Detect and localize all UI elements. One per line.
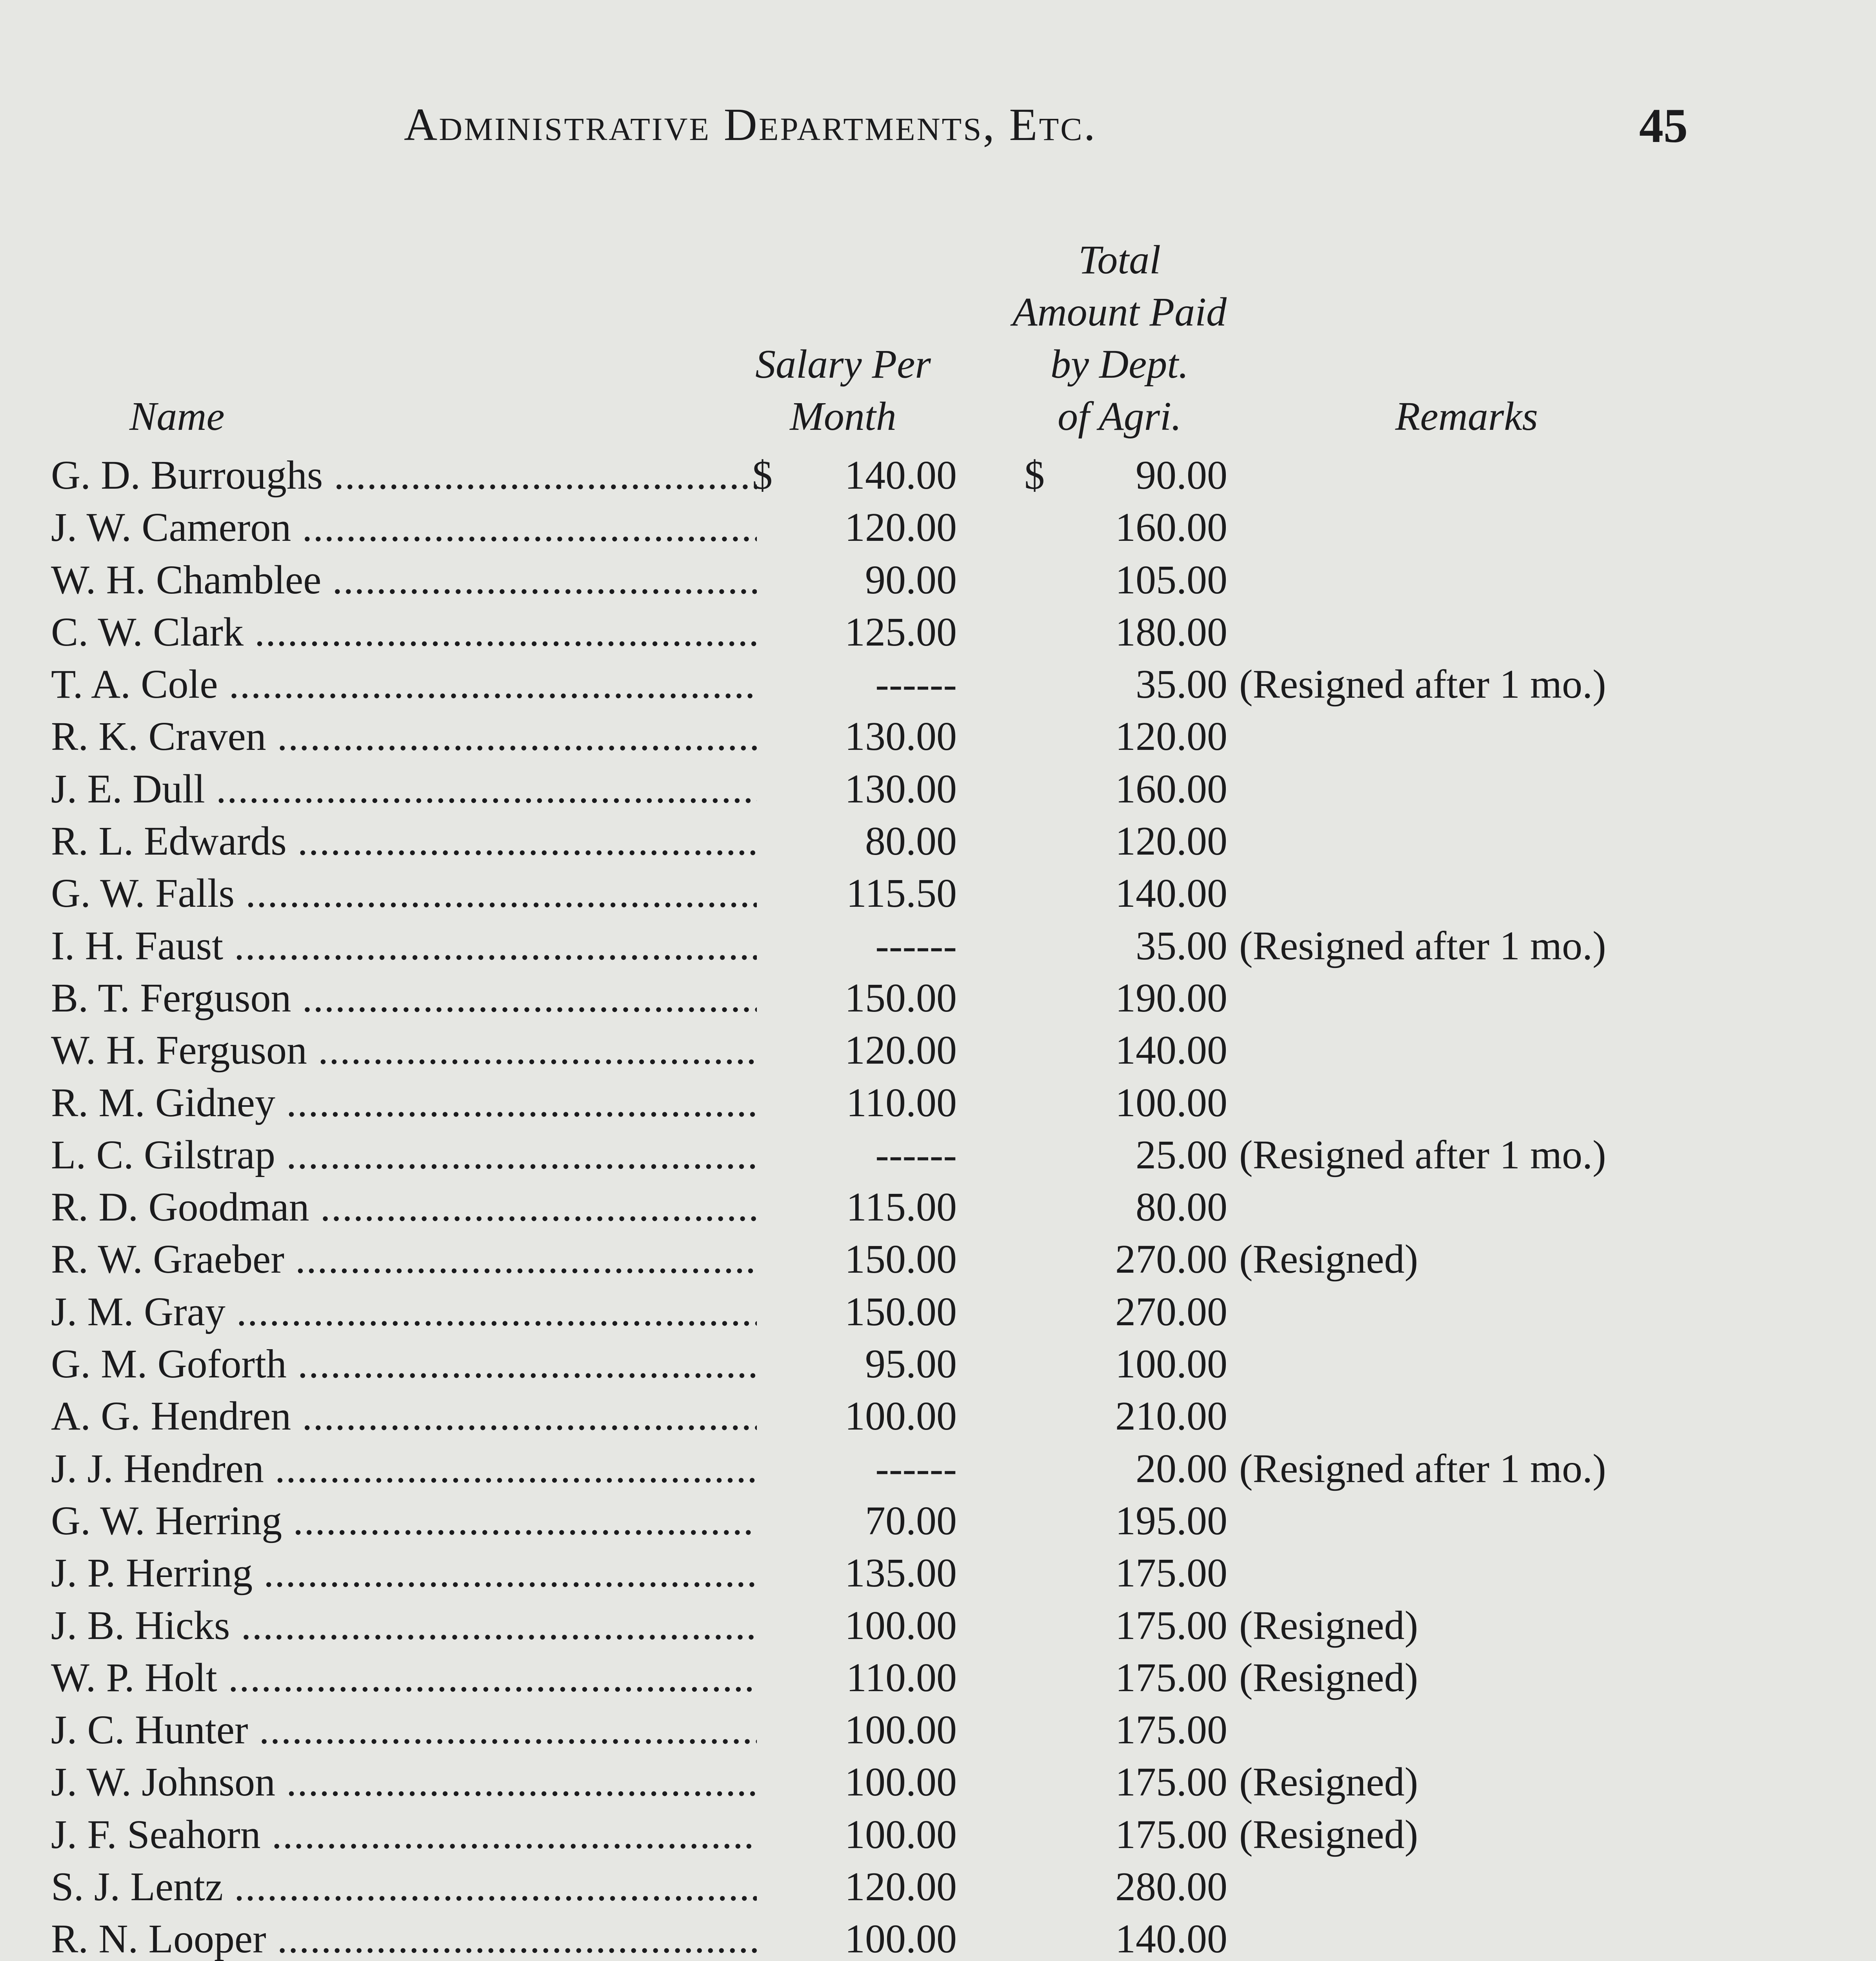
employee-name: J. M. Gray ..... (51, 1288, 757, 1335)
table-row (0, 865, 1876, 917)
salary-per-month: 120.00 (845, 1864, 957, 1910)
column-header-total-line: by Dept. (1050, 342, 1189, 387)
running-header: Administrative Departments, Etc. (404, 99, 1097, 150)
table-row (0, 1336, 1876, 1388)
page-number: 45 (1639, 99, 1688, 153)
table-row (0, 499, 1876, 551)
column-header-total-line: Total (1078, 237, 1161, 282)
table-row (0, 1702, 1876, 1754)
table-row (0, 1545, 1876, 1597)
table-row (0, 604, 1876, 656)
employee-name: J. P. Herring ..... (51, 1550, 757, 1596)
employee-name: G. W. Herring ..... (51, 1497, 757, 1544)
total-amount-paid: 90.00 (1136, 453, 1227, 498)
salary-per-month: 125.00 (845, 609, 957, 655)
table-row (0, 1231, 1876, 1283)
employee-name: R. W. Graeber ..... (51, 1236, 757, 1282)
salary-per-month: 100.00 (845, 1759, 957, 1805)
employee-name: J. W. Johnson ..... (51, 1759, 757, 1805)
salary-per-month: 110.00 (846, 1080, 957, 1125)
salary-per-month: ------ (875, 923, 957, 968)
total-amount-paid: 160.00 (1115, 766, 1227, 811)
total-amount-paid: 280.00 (1115, 1864, 1227, 1910)
table-row (0, 1075, 1876, 1127)
employee-name: I. H. Faust ..... (51, 922, 757, 969)
table-row (0, 1441, 1876, 1493)
total-amount-paid: 175.00 (1115, 1603, 1227, 1648)
total-amount-paid: 35.00 (1136, 662, 1227, 707)
currency-symbol: $ (1024, 453, 1045, 498)
table-row (0, 1859, 1876, 1911)
salary-per-month: 80.00 (865, 819, 957, 864)
column-header-total-line: Amount Paid (1013, 289, 1227, 335)
salary-per-month: 120.00 (845, 505, 957, 550)
column-header-name: Name (129, 394, 225, 439)
table-row (0, 1754, 1876, 1806)
salary-per-month: 120.00 (845, 1028, 957, 1073)
employee-name: W. H. Ferguson ..... (51, 1027, 757, 1073)
table-row (0, 1493, 1876, 1545)
employee-name: A. G. Hendren ..... (51, 1393, 757, 1439)
employee-name: J. E. Dull ..... (51, 766, 757, 812)
salary-per-month: 100.00 (845, 1812, 957, 1857)
salary-per-month: 115.50 (846, 871, 957, 916)
employee-name: J. C. Hunter ..... (51, 1706, 757, 1753)
total-amount-paid: 190.00 (1115, 975, 1227, 1021)
total-amount-paid: 25.00 (1136, 1132, 1227, 1177)
column-header-salary (725, 338, 961, 442)
table-row (0, 656, 1876, 708)
salary-per-month: 115.00 (846, 1184, 957, 1230)
table-row (0, 1650, 1876, 1702)
salary-table (0, 447, 1876, 1961)
column-header-total-line: of Agri. (1058, 394, 1182, 439)
salary-per-month: ------ (875, 662, 957, 707)
table-row (0, 708, 1876, 760)
total-amount-paid: 140.00 (1115, 1028, 1227, 1073)
salary-per-month: 110.00 (846, 1655, 957, 1700)
column-header-remarks: Remarks (1395, 394, 1538, 439)
salary-per-month: 135.00 (845, 1550, 957, 1596)
salary-per-month: 90.00 (865, 557, 957, 602)
total-amount-paid: 195.00 (1115, 1498, 1227, 1543)
employee-name: R. M. Gidney ..... (51, 1079, 757, 1126)
salary-per-month: 130.00 (845, 766, 957, 811)
total-amount-paid: 270.00 (1115, 1237, 1227, 1282)
table-row (0, 1284, 1876, 1336)
table-row (0, 1911, 1876, 1961)
employee-name: J. B. Hicks ..... (51, 1602, 757, 1649)
remarks: (Resigned after 1 mo.) (1239, 1132, 1606, 1177)
table-row (0, 1022, 1876, 1074)
table-row (0, 1127, 1876, 1179)
employee-name: R. N. Looper ..... (51, 1916, 757, 1961)
total-amount-paid: 175.00 (1115, 1550, 1227, 1596)
employee-name: T. A. Cole ..... (51, 661, 757, 708)
total-amount-paid: 120.00 (1115, 819, 1227, 864)
total-amount-paid: 175.00 (1115, 1812, 1227, 1857)
remarks: (Resigned) (1239, 1237, 1418, 1282)
table-row (0, 1179, 1876, 1231)
employee-name: L. C. Gilstrap ..... (51, 1131, 757, 1178)
employee-name: G. W. Falls ..... (51, 870, 757, 917)
salary-per-month: ------ (875, 1132, 957, 1177)
total-amount-paid: 175.00 (1115, 1759, 1227, 1805)
remarks: (Resigned after 1 mo.) (1239, 662, 1606, 707)
total-amount-paid: 105.00 (1115, 557, 1227, 602)
salary-per-month: 150.00 (845, 1289, 957, 1334)
employee-name: W. P. Holt ..... (51, 1654, 757, 1701)
salary-per-month: 150.00 (845, 1237, 957, 1282)
table-row (0, 761, 1876, 813)
salary-per-month: 100.00 (845, 1393, 957, 1439)
currency-symbol: $ (752, 453, 773, 498)
salary-per-month: 130.00 (845, 714, 957, 759)
total-amount-paid: 270.00 (1115, 1289, 1227, 1334)
total-amount-paid: 100.00 (1115, 1080, 1227, 1125)
total-amount-paid: 160.00 (1115, 505, 1227, 550)
employee-name: J. W. Cameron ..... (51, 504, 757, 551)
employee-name: W. H. Chamblee ..... (51, 557, 757, 603)
table-row (0, 447, 1876, 499)
total-amount-paid: 35.00 (1136, 923, 1227, 968)
total-amount-paid: 80.00 (1136, 1184, 1227, 1230)
column-header-total (973, 234, 1267, 442)
remarks: (Resigned after 1 mo.) (1239, 1446, 1606, 1491)
total-amount-paid: 180.00 (1115, 609, 1227, 655)
total-amount-paid: 100.00 (1115, 1341, 1227, 1387)
remarks: (Resigned) (1239, 1812, 1418, 1857)
employee-name: S. J. Lentz ..... (51, 1863, 757, 1910)
total-amount-paid: 20.00 (1136, 1446, 1227, 1491)
salary-per-month: 100.00 (845, 1916, 957, 1961)
remarks: (Resigned after 1 mo.) (1239, 923, 1606, 968)
remarks: (Resigned) (1239, 1603, 1418, 1648)
total-amount-paid: 175.00 (1115, 1707, 1227, 1753)
salary-per-month: 150.00 (845, 975, 957, 1021)
table-row (0, 813, 1876, 865)
table-row (0, 1388, 1876, 1440)
total-amount-paid: 210.00 (1115, 1393, 1227, 1439)
employee-name: C. W. Clark ..... (51, 609, 757, 655)
column-header-salary-line: Salary Per (755, 342, 931, 387)
remarks: (Resigned) (1239, 1655, 1418, 1700)
salary-per-month: ------ (875, 1446, 957, 1491)
salary-per-month: 95.00 (865, 1341, 957, 1387)
employee-name: G. M. Goforth ..... (51, 1341, 757, 1387)
salary-per-month: 100.00 (845, 1707, 957, 1753)
total-amount-paid: 175.00 (1115, 1655, 1227, 1700)
employee-name: R. K. Craven ..... (51, 713, 757, 760)
table-row (0, 1597, 1876, 1650)
employee-name: B. T. Ferguson ..... (51, 975, 757, 1021)
table-row (0, 970, 1876, 1022)
employee-name: J. F. Seahorn ..... (51, 1811, 757, 1858)
table-row (0, 1806, 1876, 1859)
salary-per-month: 70.00 (865, 1498, 957, 1543)
employee-name: R. L. Edwards ..... (51, 818, 757, 864)
table-row (0, 918, 1876, 970)
salary-per-month: 140.00 (845, 453, 957, 498)
total-amount-paid: 120.00 (1115, 714, 1227, 759)
employee-name: R. D. Goodman ..... (51, 1184, 757, 1230)
total-amount-paid: 140.00 (1115, 871, 1227, 916)
table-row (0, 552, 1876, 604)
column-header-salary-line: Month (790, 394, 896, 439)
employee-name: G. D. Burroughs ..... (51, 452, 757, 498)
total-amount-paid: 140.00 (1115, 1916, 1227, 1961)
employee-name: J. J. Hendren ..... (51, 1445, 757, 1492)
salary-per-month: 100.00 (845, 1603, 957, 1648)
remarks: (Resigned) (1239, 1759, 1418, 1805)
